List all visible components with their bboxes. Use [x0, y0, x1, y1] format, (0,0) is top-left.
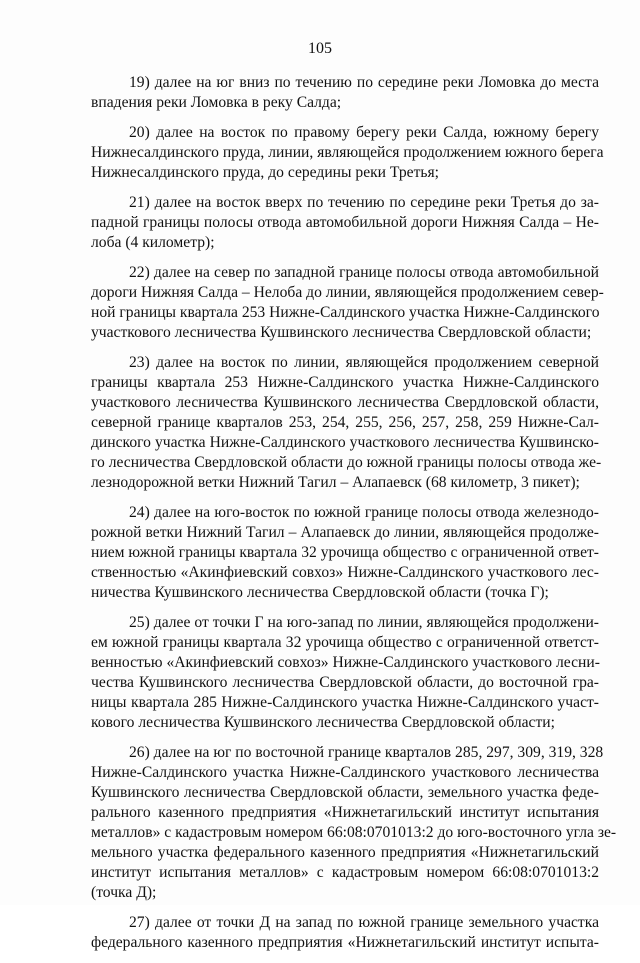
- text-line: венностью «Акинфиевский совхоз» Нижне-Салдинского участкового лесни-: [91, 654, 600, 671]
- document-body: [91, 73, 617, 963]
- text-line: ницы квартала 285 Нижне-Салдинского участка Нижне-Салдинского участ-: [91, 694, 599, 711]
- paragraph-p20: [91, 123, 604, 183]
- text-line: 26) далее на юг по восточной границе кварталов 285, 297, 309, 319, 328: [129, 744, 604, 761]
- paragraph-p27: [91, 913, 599, 953]
- text-line: 23) далее на восток по линии, являющейся продолжением северной: [129, 354, 599, 371]
- text-line: дороги Нижняя Салда – Нелоба до линии, являющейся продолжением север-: [91, 284, 604, 301]
- text-line: нием южной границы квартала 32 урочища общество с ограниченной ответ-: [91, 544, 599, 561]
- text-line: участкового лесничества Кушвинского лесничества Свердловской области,: [91, 394, 599, 411]
- paragraph-p26: [91, 743, 617, 903]
- text-line: Кушвинского лесничества Свердловской области, земельного участка феде-: [91, 784, 599, 801]
- text-line: чества Кушвинского лесничества Свердловской области, до восточной гра-: [91, 674, 599, 691]
- text-line: Нижнесалдинского пруда, линии, являющейся продолжением южного берега: [91, 144, 604, 161]
- text-line: рожной ветки Нижний Тагил – Алапаевск до линии, являющейся продолже-: [91, 524, 599, 541]
- text-line: Нижнесалдинского пруда, до середины реки Третья;: [91, 164, 440, 181]
- paragraph-p23: [91, 353, 602, 493]
- paragraph-p24: [91, 503, 599, 603]
- text-line: динского участка Нижне-Салдинского участкового лесничества Кушвинско-: [91, 434, 599, 451]
- text-line: 25) далее от точки Г на юго-запад по линии, являющейся продолжени-: [129, 614, 599, 631]
- text-line: металлов» с кадастровым номером 66:08:0701013:2 до юго-восточного угла зе-: [91, 824, 617, 841]
- paragraph-p22: [91, 263, 604, 343]
- text-line: го лесничества Свердловской области до южной границы полосы отвода же-: [91, 454, 602, 471]
- text-line: 24) далее на юго-восток по южной границе полосы отвода железнодо-: [129, 504, 599, 521]
- page-number: 105: [308, 40, 332, 57]
- text-line: ственностью «Акинфиевский совхоз» Нижне-Салдинского участкового лес-: [91, 564, 599, 581]
- text-line: лоба (4 километр);: [91, 234, 215, 251]
- text-line: Нижне-Салдинского участка Нижне-Салдинского участкового лесничества: [91, 764, 599, 781]
- text-line: ничества Кушвинского лесничества Свердловской области (точка Г);: [91, 584, 549, 601]
- text-line: мельного участка федерального казенного предприятия «Нижнетагильский: [91, 844, 599, 861]
- text-line: 27) далее от точки Д на запад по южной границе земельного участка: [129, 914, 599, 931]
- text-line: федерального казенного предприятия «Нижнетагильский институт испыта-: [91, 934, 599, 951]
- paragraph-p19: [91, 73, 599, 113]
- text-line: (точка Д);: [91, 884, 157, 901]
- text-line: северной границе кварталов 253, 254, 255, 256, 257, 258, 259 Нижне-Сал-: [91, 414, 599, 431]
- text-line: 19) далее на юг вниз по течению по середине реки Ломовка до места: [129, 74, 599, 91]
- text-line: ем южной границы квартала 32 урочища общество с ограниченной ответст-: [91, 634, 599, 651]
- text-line: 21) далее на восток вверх по течению по середине реки Третья до за-: [129, 194, 599, 211]
- text-line: падной границы полосы отвода автомобильной дороги Нижняя Салда – Не-: [91, 214, 599, 231]
- text-line: рального казенного предприятия «Нижнетагильский институт испытания: [91, 804, 599, 821]
- text-line: лезнодорожной ветки Нижний Тагил – Алапаевск (68 километр, 3 пикет);: [91, 474, 580, 491]
- text-line: ной границы квартала 253 Нижне-Салдинского участка Нижне-Салдинского: [91, 304, 600, 321]
- text-line: впадения реки Ломовка в реку Салда;: [91, 94, 342, 111]
- text-line: кового лесничества Кушвинского лесничества Свердловской области;: [91, 714, 555, 731]
- text-line: институт испытания металлов» с кадастровым номером 66:08:0701013:2: [91, 864, 599, 881]
- text-line: участкового лесничества Кушвинского лесничества Свердловской области;: [91, 324, 592, 341]
- paragraph-p25: [91, 613, 599, 733]
- text-line: границы квартала 253 Нижне-Салдинского участка Нижне-Салдинского: [91, 374, 599, 391]
- paragraph-p21: [91, 193, 599, 253]
- text-line: 22) далее на север по западной границе полосы отвода автомобильной: [129, 264, 599, 281]
- text-line: 20) далее на восток по правому берегу реки Салда, южному берегу: [129, 124, 599, 141]
